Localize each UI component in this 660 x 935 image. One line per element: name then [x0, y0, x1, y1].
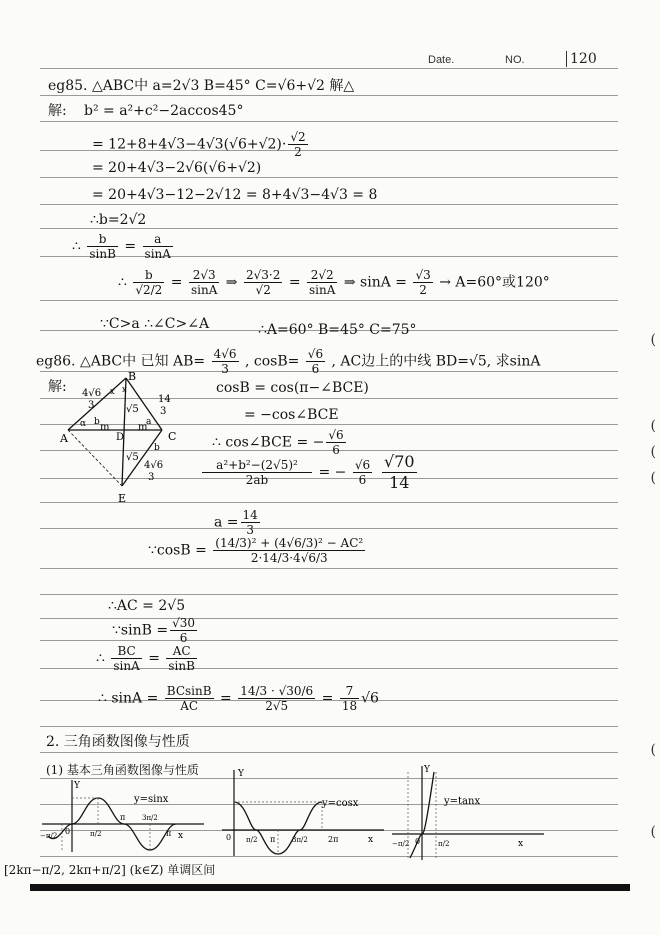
margin-mark: (	[650, 418, 656, 434]
eg85-result: ∴A=60° B=45° C=75°	[258, 322, 417, 338]
page-number: 120	[566, 51, 597, 67]
eg85-line2: = 12+8+4√3−4√3(√6+√2)· $\frac{√2}{2}$	[92, 130, 306, 159]
tan-tick-half-pi: π/2	[438, 840, 450, 848]
sin-tick-neg-half-pi: −π/2	[40, 832, 58, 840]
diagram-label-x2: x	[122, 385, 127, 394]
ruled-line	[40, 228, 618, 229]
ruled-line	[40, 752, 618, 753]
eg86-title: eg86. △ABC中 已知 AB= $\frac{4√6}{3}$ , cosB= $\frac{√6}{6}$ , AC边上的中线 BD=√5, 求sinA	[36, 347, 541, 376]
diagram-label-a: A	[60, 432, 68, 445]
eg85-solution-label: 解:	[48, 103, 67, 119]
eg85-line3: = 20+4√3−2√6(√6+√2)	[92, 160, 262, 176]
diagram-label-ce-n: 4√6	[144, 460, 164, 471]
diagram-label-x1: x	[110, 387, 115, 396]
eg85-line7: ∴ $\frac{b}{√2/2}$ = $\frac{2√3}{\sin A}$ ⇒ $\frac{2√3\cdot 2}{√2}$ = $\frac{2√2}{\sin A}$ ⇒ sinA = $\frac{√3}{2}$ → A=60°或120°	[118, 268, 550, 297]
margin-mark: (	[650, 332, 656, 348]
no-label: NO.	[505, 54, 525, 66]
diagram-label-bc-n: 14	[158, 394, 171, 405]
diagram-label-ce-d: 3	[148, 472, 155, 483]
section2-sub: (1) 基本三角函数图像与性质	[46, 763, 199, 777]
ruled-line	[40, 300, 618, 301]
ruled-line	[40, 121, 618, 122]
tan-tick-zero: 0	[415, 837, 421, 846]
cos-y-label: Y	[238, 769, 244, 779]
diagram-label-c: C	[168, 430, 177, 443]
diagram-label-b-side: b	[94, 417, 100, 427]
ruled-line	[40, 95, 618, 96]
sin-tick-pi: π	[120, 813, 126, 822]
section2-footer: [2kπ−π/2, 2kπ+π/2] (k∈Z) 单调区间	[4, 863, 216, 877]
tan-curve-label: y=tanx	[444, 796, 481, 807]
diagram-label-d: D	[116, 432, 125, 443]
page-bottom-edge	[30, 884, 630, 891]
eg86-r9: ∴ $\frac{BC}{\sin A}$ = $\frac{AC}{\sin B}$	[96, 644, 195, 673]
diagram-label-m1: m	[100, 422, 110, 433]
margin-mark: (	[650, 824, 656, 840]
ruled-line	[40, 568, 618, 569]
sin-tick-three-half-pi: 3π/2	[142, 814, 158, 822]
eg86-solution-label: 解:	[48, 379, 67, 395]
eg86-r4: $\frac{\text{a²+b²−(2√5)²}}{2ab}$ = − $\frac{√6}{6}$	[200, 458, 374, 487]
eg86-r10: ∴ sinA = $\frac{BCsinB}{AC}$ = $\frac{14/3 \cdot √30/6}{2√5}$ = $\frac{7}{18}$ √6	[98, 684, 379, 713]
diagram-label-a-side: a	[146, 417, 152, 427]
diagram-label-b-side2: b	[154, 443, 160, 453]
ruled-line	[40, 726, 618, 727]
sin-tick-zero: 0	[65, 827, 71, 836]
diagram-label-b: B	[128, 370, 137, 383]
tan-x-label: x	[518, 839, 524, 849]
cos-tick-three-half-pi: 3π/2	[292, 836, 308, 844]
tan-y-label: Y	[424, 765, 430, 775]
diagram-label-ab-d: 3	[88, 400, 95, 411]
cos-curve-label: y=cosx	[322, 798, 359, 809]
section2-heading: 2. 三角函数图像与性质	[46, 734, 190, 750]
eg85-title: eg85. △ABC中 a=2√3 B=45° C=√6+√2 解△	[48, 78, 355, 94]
eg85-line6: ∴ $\frac{b}{\sin B}$ = $\frac{a}{\sin A}$	[72, 232, 171, 261]
sin-tick-pi2: π	[166, 829, 172, 838]
sin-x-label: x	[178, 831, 184, 841]
ruled-line	[40, 204, 618, 205]
eg85-line4: = 20+4√3−12−2√12 = 8+4√3−4√3 = 8	[92, 187, 378, 203]
tan-graph	[388, 762, 548, 862]
cos-tick-pi: π	[270, 835, 276, 844]
eg85-line5: ∴b=2√2	[90, 212, 147, 228]
cos-x-label: x	[368, 835, 374, 845]
diagram-label-e: E	[118, 492, 127, 505]
margin-mark: (	[650, 470, 656, 486]
ruled-line	[40, 528, 618, 529]
eg85-line8: ∵C>a ∴∠C>∠A	[100, 316, 210, 332]
margin-mark: (	[650, 444, 656, 460]
ruled-line	[40, 177, 618, 178]
ruled-line	[40, 594, 618, 595]
eg86-r7: ∴AC = 2√5	[108, 598, 186, 614]
cos-tick-zero: 0	[226, 833, 232, 842]
eg86-r6: ∵cosB = $\frac{\text{(14/3)² + (4√6/3)² − AC²}}{2\cdot 14/3\cdot 4√6/3}$	[148, 536, 364, 565]
eg86-r3: ∴ cos∠BCE = − $\frac{√6}{6}$	[212, 428, 344, 457]
sin-graph	[38, 776, 208, 856]
ruled-line	[40, 68, 618, 69]
sin-tick-half-pi: π/2	[90, 830, 102, 838]
margin-mark: (	[650, 742, 656, 758]
eg86-r1: cosB = cos(π−∠BCE)	[216, 380, 369, 396]
date-label: Date.	[428, 54, 455, 66]
diagram-label-bc-d: 3	[160, 406, 167, 417]
cos-tick-two-pi: 2π	[328, 835, 339, 844]
eg86-r2: = −cos∠BCE	[244, 407, 339, 423]
eg86-r5: a = $\frac{14}{3}$	[214, 508, 258, 537]
diagram-label-bd: √5	[126, 404, 139, 415]
diagram-label-alpha: α	[80, 419, 87, 429]
tan-tick-neg-half-pi: −π/2	[392, 840, 410, 848]
diagram-label-de: √5	[126, 452, 139, 463]
diagram-label-ab-n: 4√6	[82, 388, 102, 399]
eg85-line1: b² = a²+c²−2accos45°	[84, 103, 244, 119]
cos-tick-half-pi: π/2	[246, 836, 258, 844]
eg86-side-note: $\frac{√70}{14}$	[384, 452, 415, 492]
triangle-diagram	[60, 368, 190, 508]
cos-graph	[218, 766, 388, 858]
sin-y-label: Y	[74, 781, 80, 791]
eg86-r8: ∵sinB = $\frac{√30}{6}$	[112, 616, 195, 645]
sin-curve-label: y=sinx	[134, 794, 169, 805]
diagram-label-m2: m	[138, 422, 148, 433]
